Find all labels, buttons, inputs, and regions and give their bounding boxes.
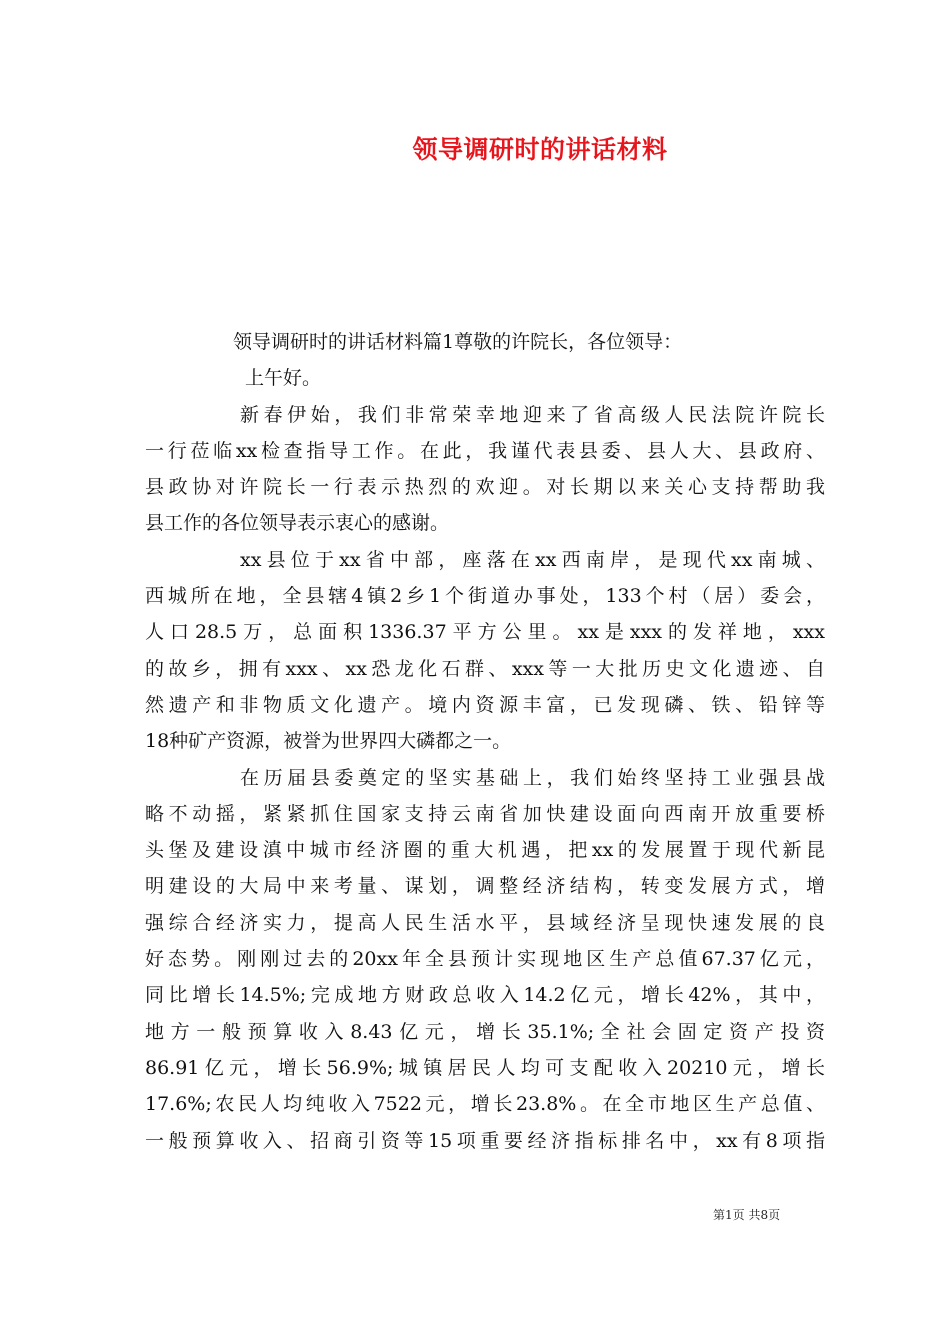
paragraph-line: 17.6%;农民人均纯收入7522元，增长23.8%。在全市地区生产总值、: [145, 1093, 825, 1116]
paragraph-line: 86.91亿元，增长56.9%;城镇居民人均可支配收入20210元，增长: [145, 1056, 825, 1079]
paragraph-line: 上午好。: [245, 367, 322, 390]
paragraph-line: 县政协对许院长一行表示热烈的欢迎。对长期以来关心支持帮助我: [145, 476, 825, 499]
paragraph-line: 明建设的大局中来考量、谋划，调整经济结构，转变发展方式，增: [145, 875, 825, 898]
paragraph-line: 然遗产和非物质文化遗产。境内资源丰富，已发现磷、铁、铅锌等: [145, 693, 825, 716]
paragraph-line: 在历届县委奠定的坚实基础上，我们始终坚持工业强县战: [240, 766, 825, 789]
paragraph-line: 新春伊始，我们非常荣幸地迎来了省高级人民法院许院长: [240, 403, 825, 426]
paragraph-line: xx县位于xx省中部，座落在xx西南岸，是现代xx南城、: [240, 548, 825, 571]
paragraph-line: 同比增长14.5%;完成地方财政总收入14.2亿元，增长42%，其中，: [145, 984, 825, 1007]
paragraph-line: 头堡及建设滇中城市经济圈的重大机遇，把xx的发展置于现代新昆: [145, 839, 825, 862]
paragraph-line: 强综合经济实力，提高人民生活水平，县域经济呈现快速发展的良: [145, 911, 825, 934]
paragraph-line: 地方一般预算收入8.43亿元，增长35.1%;全社会固定资产投资: [145, 1020, 825, 1043]
page-number: 第1页 共8页: [713, 1208, 781, 1222]
paragraph-line: 县工作的各位领导表示衷心的感谢。: [145, 512, 450, 535]
document-body: [145, 324, 825, 1159]
paragraph-line: 一般预算收入、招商引资等15项重要经济指标排名中，xx有8项指: [145, 1129, 825, 1152]
paragraph-line: 人口28.5万，总面积1336.37平方公里。xx是xxx的发祥地，xxx: [145, 621, 825, 644]
paragraph-line: 的故乡，拥有xxx、xx恐龙化石群、xxx等一大批历史文化遗迹、自: [145, 657, 825, 680]
paragraph-line: 一行莅临xx检查指导工作。在此，我谨代表县委、县人大、县政府、: [145, 439, 825, 462]
paragraph-line: 西城所在地，全县辖4镇2乡1个街道办事处，133个村（居）委会，: [145, 585, 825, 608]
paragraph-line: 略不动摇，紧紧抓住国家支持云南省加快建设面向西南开放重要桥: [145, 802, 825, 825]
document-title: 领导调研时的讲话材料: [412, 135, 668, 164]
paragraph-line: 好态势。刚刚过去的20xx年全县预计实现地区生产总值67.37亿元，: [145, 948, 825, 971]
paragraph-line: 领导调研时的讲话材料篇1尊敬的许院长，各位领导：: [233, 331, 683, 353]
paragraph-line: 18种矿产资源，被誉为世界四大磷都之一。: [145, 730, 512, 753]
